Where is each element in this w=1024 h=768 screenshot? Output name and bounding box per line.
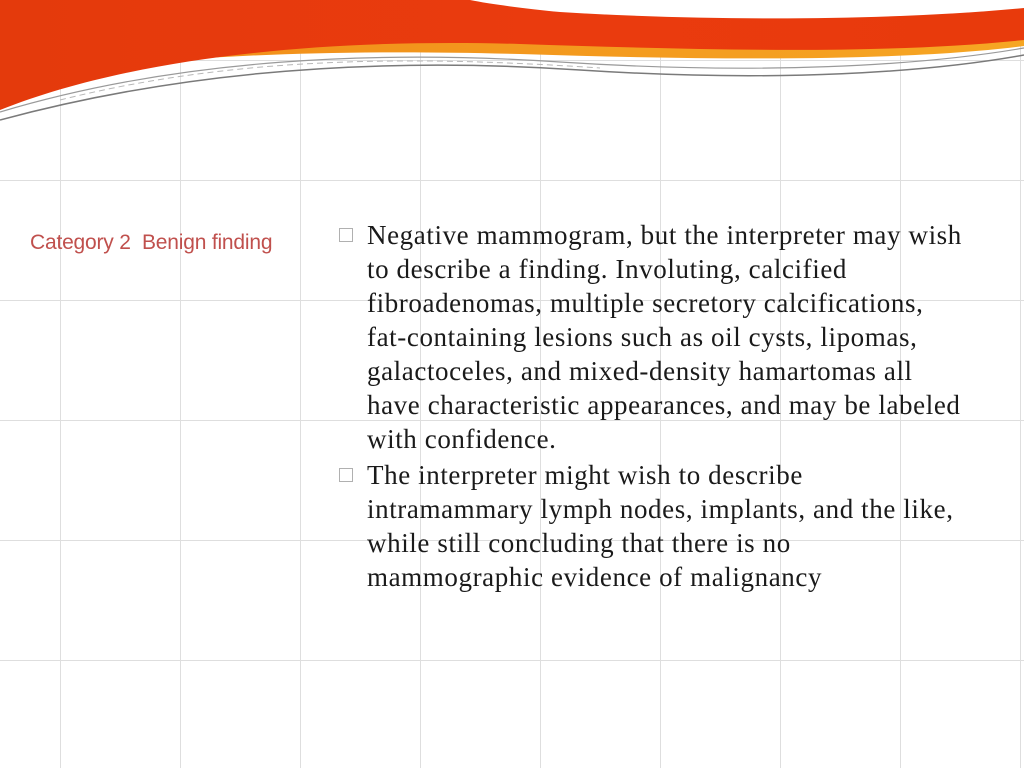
bullet-item	[339, 218, 969, 456]
slide-heading: Category 2 Benign finding	[30, 231, 273, 254]
bullet-text: Negative mammogram, but the interpreter may wish to describe a finding. Involuting, calcified fibroadenomas, multiple secretory calcifications, fat-containing lesions such as oil cysts, lipomas, galactoceles, and mixed-density hamartomas all have characteristic appearances, and may be labeled with confidence.	[367, 220, 962, 454]
decorative-banner	[0, 0, 1024, 130]
bullet-item	[339, 458, 969, 594]
bullet-list	[339, 218, 969, 594]
bullet-text: The interpreter might wish to describe intramammary lymph nodes, implants, and the like, while still concluding that there is no mammographic evidence of malignancy	[367, 460, 954, 592]
bullet-marker-icon	[339, 228, 353, 242]
bullet-marker-icon	[339, 468, 353, 482]
